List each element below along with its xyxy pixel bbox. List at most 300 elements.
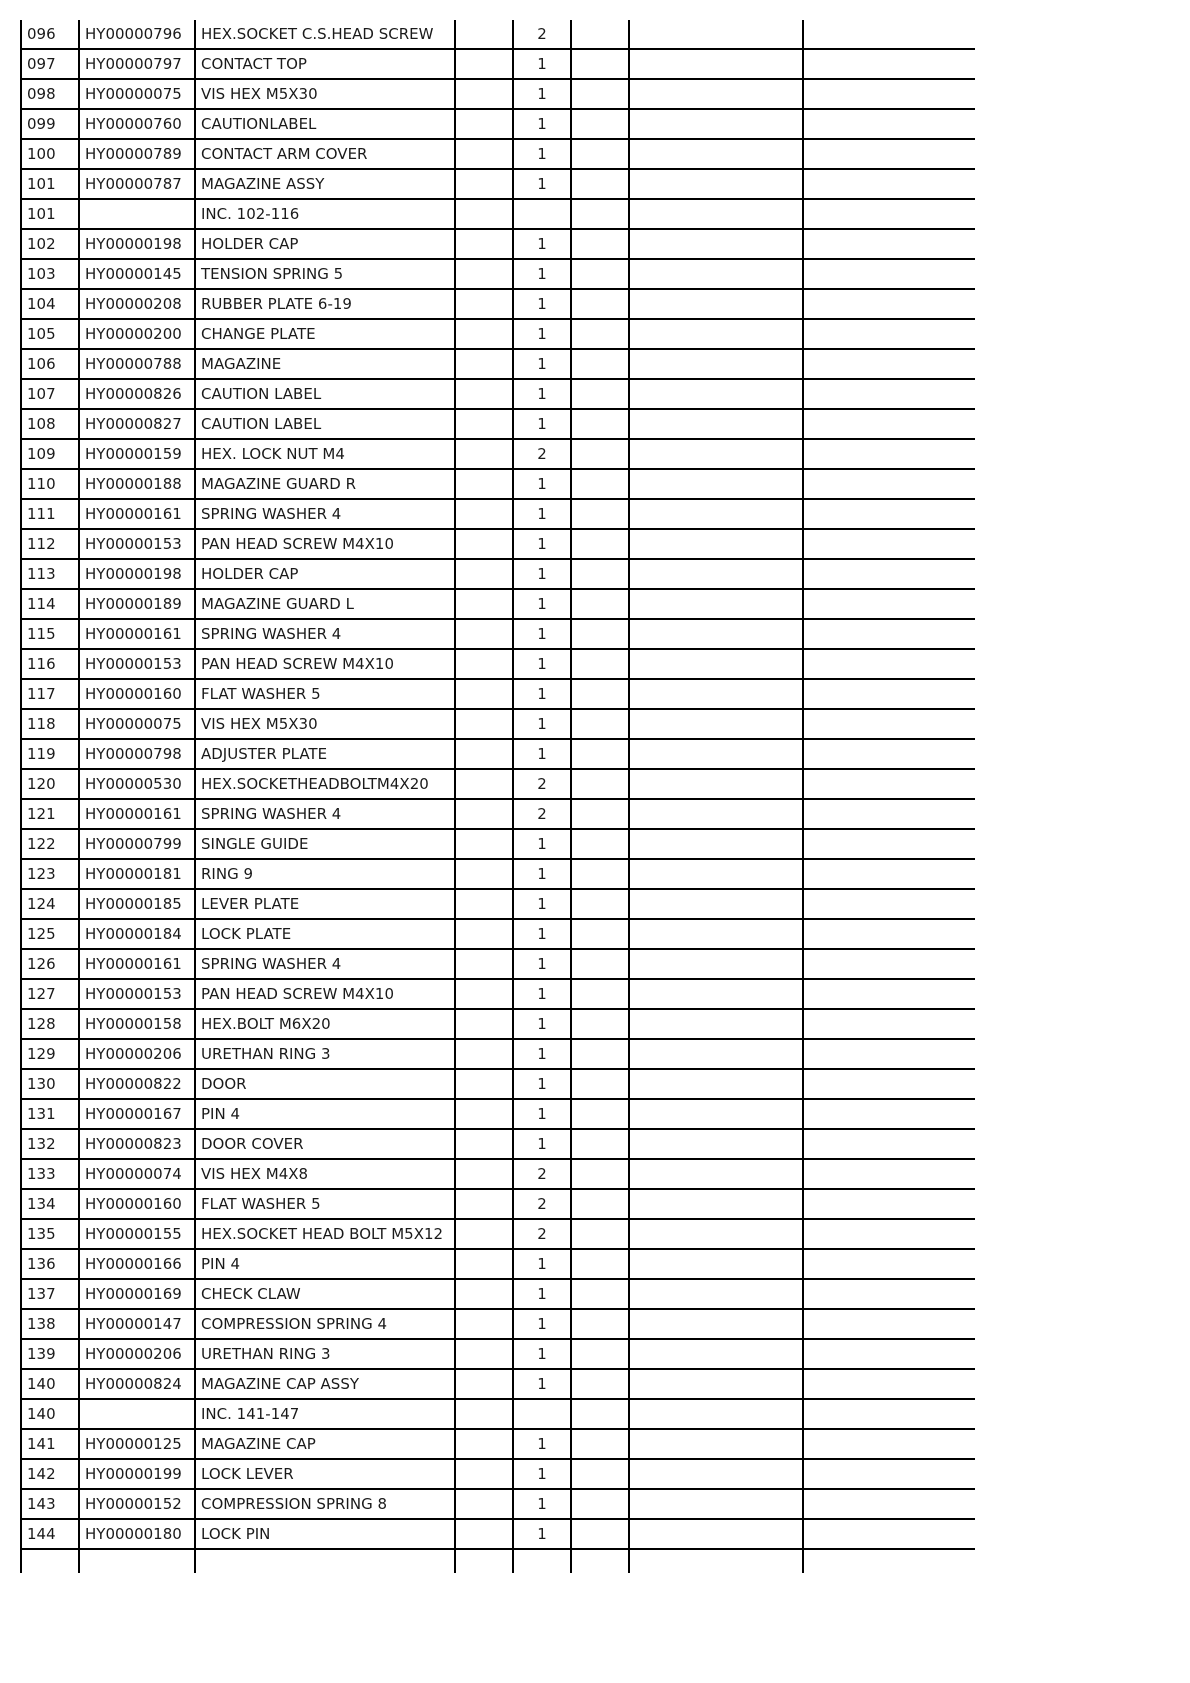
part-number-cell: HY00000166 <box>79 1249 195 1279</box>
blank-cell <box>803 1459 975 1489</box>
blank-cell <box>455 79 513 109</box>
blank-cell <box>455 1249 513 1279</box>
part-number-cell: HY00000161 <box>79 499 195 529</box>
blank-cell <box>629 379 803 409</box>
blank-cell <box>571 409 629 439</box>
description-cell: HOLDER CAP <box>195 559 455 589</box>
table-row <box>21 1189 975 1219</box>
table-row <box>21 799 975 829</box>
item-number-cell: 096 <box>21 20 79 49</box>
blank-cell <box>803 1219 975 1249</box>
part-number-cell <box>79 199 195 229</box>
table-row <box>21 529 975 559</box>
blank-cell <box>803 1159 975 1189</box>
quantity-cell: 1 <box>513 709 571 739</box>
blank-cell <box>571 1549 629 1573</box>
table-row <box>21 139 975 169</box>
blank-cell <box>455 49 513 79</box>
blank-cell <box>803 319 975 349</box>
blank-cell <box>803 559 975 589</box>
blank-cell <box>571 1339 629 1369</box>
quantity-cell: 1 <box>513 949 571 979</box>
description-cell: SPRING WASHER 4 <box>195 619 455 649</box>
item-number-cell: 133 <box>21 1159 79 1189</box>
table-row <box>21 619 975 649</box>
blank-cell <box>629 169 803 199</box>
blank-cell <box>455 259 513 289</box>
blank-cell <box>629 229 803 259</box>
description-cell: VIS HEX M4X8 <box>195 1159 455 1189</box>
blank-cell <box>571 1219 629 1249</box>
blank-cell <box>629 1099 803 1129</box>
part-number-cell: HY00000208 <box>79 289 195 319</box>
blank-cell <box>803 499 975 529</box>
blank-cell <box>571 979 629 1009</box>
blank-cell <box>571 169 629 199</box>
part-number-cell: HY00000199 <box>79 1459 195 1489</box>
description-cell: SPRING WASHER 4 <box>195 949 455 979</box>
item-number-cell: 109 <box>21 439 79 469</box>
table-row <box>21 769 975 799</box>
blank-cell <box>571 529 629 559</box>
item-number-cell: 142 <box>21 1459 79 1489</box>
quantity-cell: 1 <box>513 1249 571 1279</box>
description-cell: RUBBER PLATE 6-19 <box>195 289 455 319</box>
description-cell: HEX.SOCKET HEAD BOLT M5X12 <box>195 1219 455 1249</box>
blank-cell <box>803 919 975 949</box>
blank-cell <box>629 1189 803 1219</box>
blank-cell <box>803 649 975 679</box>
blank-cell <box>455 409 513 439</box>
part-number-cell: HY00000822 <box>79 1069 195 1099</box>
description-cell: PAN HEAD SCREW M4X10 <box>195 649 455 679</box>
part-number-cell: HY00000796 <box>79 20 195 49</box>
quantity-cell: 1 <box>513 229 571 259</box>
description-cell: DOOR <box>195 1069 455 1099</box>
blank-cell <box>571 1069 629 1099</box>
item-number-cell: 104 <box>21 289 79 319</box>
part-number-cell: HY00000760 <box>79 109 195 139</box>
description-cell: URETHAN RING 3 <box>195 1039 455 1069</box>
quantity-cell: 1 <box>513 469 571 499</box>
part-number-cell: HY00000185 <box>79 889 195 919</box>
table-row <box>21 829 975 859</box>
table-row <box>21 349 975 379</box>
quantity-cell: 1 <box>513 169 571 199</box>
item-number-cell: 105 <box>21 319 79 349</box>
item-number-cell: 119 <box>21 739 79 769</box>
blank-cell <box>629 1549 803 1573</box>
blank-cell <box>571 769 629 799</box>
table-row <box>21 739 975 769</box>
quantity-cell: 1 <box>513 979 571 1009</box>
description-cell: ADJUSTER PLATE <box>195 739 455 769</box>
parts-table <box>20 20 975 1573</box>
blank-cell <box>803 1129 975 1159</box>
blank-cell <box>629 1009 803 1039</box>
blank-cell <box>803 1069 975 1099</box>
item-number-cell: 121 <box>21 799 79 829</box>
part-number-cell: HY00000159 <box>79 439 195 469</box>
table-row <box>21 889 975 919</box>
blank-cell <box>455 529 513 559</box>
item-number-cell: 127 <box>21 979 79 1009</box>
description-cell: URETHAN RING 3 <box>195 1339 455 1369</box>
blank-cell <box>803 949 975 979</box>
table-row <box>21 1339 975 1369</box>
description-cell: PAN HEAD SCREW M4X10 <box>195 529 455 559</box>
blank-cell <box>629 1069 803 1099</box>
item-number-cell: 110 <box>21 469 79 499</box>
table-row <box>21 649 975 679</box>
blank-cell <box>629 1249 803 1279</box>
item-number-cell: 139 <box>21 1339 79 1369</box>
part-number-cell: HY00000827 <box>79 409 195 439</box>
table-row <box>21 1249 975 1279</box>
blank-cell <box>803 1099 975 1129</box>
blank-cell <box>455 649 513 679</box>
description-cell: CHECK CLAW <box>195 1279 455 1309</box>
blank-cell <box>455 859 513 889</box>
blank-cell <box>629 529 803 559</box>
part-number-cell: HY00000198 <box>79 559 195 589</box>
quantity-cell: 1 <box>513 409 571 439</box>
part-number-cell: HY00000153 <box>79 529 195 559</box>
blank-cell <box>803 469 975 499</box>
item-number-cell: 118 <box>21 709 79 739</box>
blank-cell <box>455 1069 513 1099</box>
part-number-cell: HY00000152 <box>79 1489 195 1519</box>
blank-cell <box>571 1429 629 1459</box>
part-number-cell: HY00000160 <box>79 679 195 709</box>
part-number-cell: HY00000160 <box>79 1189 195 1219</box>
description-cell: FLAT WASHER 5 <box>195 679 455 709</box>
part-number-cell: HY00000075 <box>79 79 195 109</box>
table-row <box>21 559 975 589</box>
blank-cell <box>571 799 629 829</box>
blank-cell <box>571 559 629 589</box>
description-cell: MAGAZINE GUARD L <box>195 589 455 619</box>
description-cell: MAGAZINE <box>195 349 455 379</box>
part-number-cell: HY00000188 <box>79 469 195 499</box>
blank-cell <box>803 379 975 409</box>
quantity-cell: 1 <box>513 1309 571 1339</box>
quantity-cell: 2 <box>513 769 571 799</box>
description-cell: MAGAZINE CAP ASSY <box>195 1369 455 1399</box>
item-number-cell: 113 <box>21 559 79 589</box>
blank-cell <box>803 229 975 259</box>
part-number-cell: HY00000530 <box>79 769 195 799</box>
blank-cell <box>803 679 975 709</box>
blank-cell <box>803 529 975 559</box>
blank-cell <box>803 169 975 199</box>
description-cell: VIS HEX M5X30 <box>195 79 455 109</box>
blank-cell <box>803 79 975 109</box>
part-number-cell: HY00000125 <box>79 1429 195 1459</box>
blank-cell <box>803 799 975 829</box>
item-number-cell: 117 <box>21 679 79 709</box>
quantity-cell: 1 <box>513 1279 571 1309</box>
description-cell: CHANGE PLATE <box>195 319 455 349</box>
part-number-cell: HY00000075 <box>79 709 195 739</box>
quantity-cell: 2 <box>513 20 571 49</box>
quantity-cell: 1 <box>513 1039 571 1069</box>
blank-cell <box>571 1489 629 1519</box>
blank-cell <box>571 1249 629 1279</box>
blank-cell <box>629 829 803 859</box>
table-row <box>21 169 975 199</box>
parts-list-sheet <box>20 20 975 1680</box>
blank-cell <box>803 289 975 319</box>
item-number-cell: 108 <box>21 409 79 439</box>
blank-cell <box>803 1309 975 1339</box>
blank-cell <box>803 1549 975 1573</box>
blank-cell <box>571 589 629 619</box>
blank-cell <box>803 859 975 889</box>
part-number-cell: HY00000181 <box>79 859 195 889</box>
blank-cell <box>455 619 513 649</box>
table-row <box>21 1069 975 1099</box>
blank-cell <box>803 1489 975 1519</box>
description-cell: CAUTION LABEL <box>195 379 455 409</box>
description-cell: PIN 4 <box>195 1249 455 1279</box>
blank-cell <box>455 889 513 919</box>
quantity-cell: 1 <box>513 499 571 529</box>
table-row <box>21 979 975 1009</box>
blank-cell <box>571 49 629 79</box>
blank-cell <box>571 949 629 979</box>
quantity-cell: 1 <box>513 379 571 409</box>
blank-cell <box>629 949 803 979</box>
item-number-cell: 144 <box>21 1519 79 1549</box>
blank-cell <box>629 1489 803 1519</box>
item-number-cell: 134 <box>21 1189 79 1219</box>
description-cell: INC. 141-147 <box>195 1399 455 1429</box>
description-cell: SINGLE GUIDE <box>195 829 455 859</box>
quantity-cell: 1 <box>513 589 571 619</box>
blank-cell <box>455 1399 513 1429</box>
part-number-cell: HY00000147 <box>79 1309 195 1339</box>
blank-cell <box>455 829 513 859</box>
quantity-cell: 2 <box>513 799 571 829</box>
table-row <box>21 1159 975 1189</box>
quantity-cell: 1 <box>513 289 571 319</box>
blank-cell <box>629 1519 803 1549</box>
item-number-cell: 128 <box>21 1009 79 1039</box>
blank-cell <box>629 1039 803 1069</box>
blank-cell <box>455 559 513 589</box>
blank-cell <box>455 1099 513 1129</box>
quantity-cell: 1 <box>513 1459 571 1489</box>
blank-cell <box>571 259 629 289</box>
blank-cell <box>629 919 803 949</box>
quantity-cell: 1 <box>513 49 571 79</box>
description-cell: FLAT WASHER 5 <box>195 1189 455 1219</box>
quantity-cell: 1 <box>513 1369 571 1399</box>
part-number-cell: HY00000798 <box>79 739 195 769</box>
blank-cell <box>803 769 975 799</box>
blank-cell <box>629 1309 803 1339</box>
blank-cell <box>629 1129 803 1159</box>
item-number-cell: 123 <box>21 859 79 889</box>
blank-cell <box>629 499 803 529</box>
blank-cell <box>571 229 629 259</box>
description-cell: DOOR COVER <box>195 1129 455 1159</box>
quantity-cell: 1 <box>513 1339 571 1369</box>
item-number-cell: 141 <box>21 1429 79 1459</box>
blank-cell <box>455 1339 513 1369</box>
item-number-cell: 116 <box>21 649 79 679</box>
blank-cell <box>571 679 629 709</box>
table-row <box>21 79 975 109</box>
parts-table-body <box>21 20 975 1573</box>
part-number-cell: HY00000198 <box>79 229 195 259</box>
quantity-cell: 1 <box>513 1069 571 1099</box>
blank-cell <box>455 1189 513 1219</box>
part-number-cell: HY00000206 <box>79 1339 195 1369</box>
description-cell: HOLDER CAP <box>195 229 455 259</box>
item-number-cell: 120 <box>21 769 79 799</box>
blank-cell <box>455 1159 513 1189</box>
blank-cell <box>571 319 629 349</box>
blank-cell <box>803 1009 975 1039</box>
blank-cell <box>571 1279 629 1309</box>
blank-cell <box>21 1549 79 1573</box>
table-row <box>21 409 975 439</box>
blank-cell <box>455 229 513 259</box>
table-row <box>21 49 975 79</box>
item-number-cell: 135 <box>21 1219 79 1249</box>
blank-cell <box>803 889 975 919</box>
quantity-cell: 1 <box>513 1429 571 1459</box>
blank-cell <box>629 859 803 889</box>
part-number-cell: HY00000161 <box>79 799 195 829</box>
part-number-cell: HY00000184 <box>79 919 195 949</box>
blank-cell <box>629 1219 803 1249</box>
quantity-cell: 1 <box>513 619 571 649</box>
item-number-cell: 138 <box>21 1309 79 1339</box>
blank-cell <box>455 169 513 199</box>
blank-cell <box>455 1009 513 1039</box>
blank-cell <box>629 889 803 919</box>
item-number-cell: 137 <box>21 1279 79 1309</box>
description-cell: SPRING WASHER 4 <box>195 499 455 529</box>
blank-cell <box>571 439 629 469</box>
quantity-cell: 1 <box>513 319 571 349</box>
blank-cell <box>455 1489 513 1519</box>
blank-cell <box>629 469 803 499</box>
blank-cell <box>455 469 513 499</box>
blank-cell <box>629 199 803 229</box>
table-row-continuation <box>21 1549 975 1573</box>
blank-cell <box>571 649 629 679</box>
description-cell: LOCK PLATE <box>195 919 455 949</box>
part-number-cell: HY00000826 <box>79 379 195 409</box>
table-row <box>21 709 975 739</box>
blank-cell <box>629 1159 803 1189</box>
description-cell: CONTACT ARM COVER <box>195 139 455 169</box>
description-cell: CAUTIONLABEL <box>195 109 455 139</box>
quantity-cell: 1 <box>513 1489 571 1519</box>
item-number-cell: 111 <box>21 499 79 529</box>
table-row <box>21 199 975 229</box>
blank-cell <box>455 349 513 379</box>
blank-cell <box>629 1279 803 1309</box>
blank-cell <box>571 1309 629 1339</box>
description-cell: COMPRESSION SPRING 4 <box>195 1309 455 1339</box>
blank-cell <box>455 739 513 769</box>
quantity-cell: 1 <box>513 679 571 709</box>
blank-cell <box>195 1549 455 1573</box>
blank-cell <box>803 20 975 49</box>
item-number-cell: 107 <box>21 379 79 409</box>
quantity-cell: 1 <box>513 139 571 169</box>
quantity-cell <box>513 1399 571 1429</box>
blank-cell <box>803 589 975 619</box>
blank-cell <box>455 289 513 319</box>
part-number-cell: HY00000153 <box>79 649 195 679</box>
table-row <box>21 949 975 979</box>
quantity-cell: 1 <box>513 739 571 769</box>
item-number-cell: 112 <box>21 529 79 559</box>
blank-cell <box>571 1369 629 1399</box>
description-cell: HEX.BOLT M6X20 <box>195 1009 455 1039</box>
description-cell: HEX.SOCKETHEADBOLTM4X20 <box>195 769 455 799</box>
part-number-cell: HY00000200 <box>79 319 195 349</box>
part-number-cell: HY00000787 <box>79 169 195 199</box>
quantity-cell: 1 <box>513 529 571 559</box>
quantity-cell: 1 <box>513 919 571 949</box>
blank-cell <box>803 259 975 289</box>
blank-cell <box>571 499 629 529</box>
part-number-cell: HY00000206 <box>79 1039 195 1069</box>
blank-cell <box>803 1279 975 1309</box>
description-cell: PAN HEAD SCREW M4X10 <box>195 979 455 1009</box>
blank-cell <box>571 139 629 169</box>
table-row <box>21 1219 975 1249</box>
item-number-cell: 129 <box>21 1039 79 1069</box>
part-number-cell: HY00000799 <box>79 829 195 859</box>
description-cell: INC. 102-116 <box>195 199 455 229</box>
blank-cell <box>571 1399 629 1429</box>
blank-cell <box>455 439 513 469</box>
blank-cell <box>629 109 803 139</box>
part-number-cell: HY00000074 <box>79 1159 195 1189</box>
part-number-cell: HY00000155 <box>79 1219 195 1249</box>
part-number-cell: HY00000823 <box>79 1129 195 1159</box>
blank-cell <box>803 1519 975 1549</box>
item-number-cell: 114 <box>21 589 79 619</box>
quantity-cell: 1 <box>513 1129 571 1159</box>
blank-cell <box>455 1039 513 1069</box>
description-cell: SPRING WASHER 4 <box>195 799 455 829</box>
blank-cell <box>571 20 629 49</box>
blank-cell <box>629 139 803 169</box>
quantity-cell: 1 <box>513 1009 571 1039</box>
blank-cell <box>629 439 803 469</box>
blank-cell <box>629 1399 803 1429</box>
blank-cell <box>803 1039 975 1069</box>
blank-cell <box>629 1369 803 1399</box>
blank-cell <box>455 1309 513 1339</box>
description-cell: MAGAZINE ASSY <box>195 169 455 199</box>
blank-cell <box>455 1429 513 1459</box>
table-row <box>21 229 975 259</box>
table-row <box>21 1099 975 1129</box>
part-number-cell: HY00000158 <box>79 1009 195 1039</box>
blank-cell <box>803 109 975 139</box>
table-row <box>21 1129 975 1159</box>
